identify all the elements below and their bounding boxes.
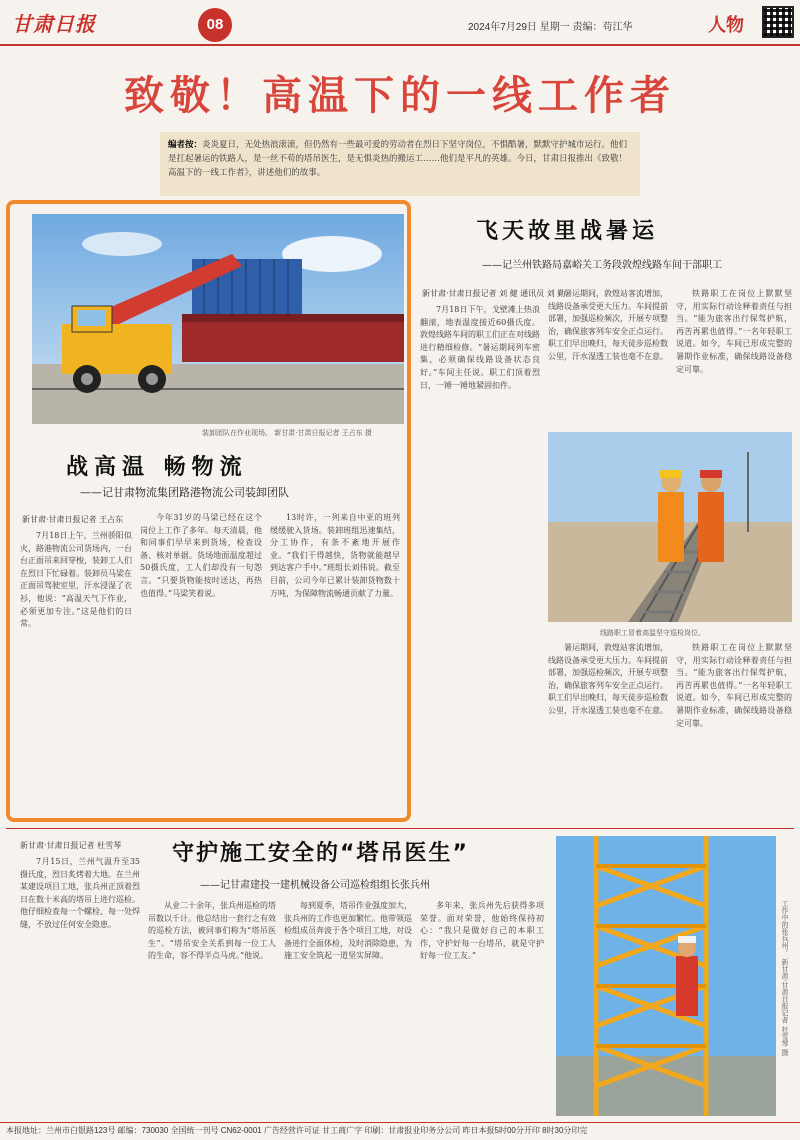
article-2-title: 飞天故里战暑运 <box>476 219 659 244</box>
article-1-column-2: 今年31岁的马梁已经在这个岗位上工作了多年。每天清晨，他和同事们早早来到货场，检查设备、核对单据。货场地面温度超过50摄氏度，工人们却没有一句怨言。“只要货物能按时送达，再热也值得。”马梁笑着说。 <box>140 513 262 598</box>
masthead <box>0 0 800 46</box>
banner-title: 致敬！高温下的一线工作者 <box>124 73 676 119</box>
article-3-photo[interactable] <box>556 836 776 1116</box>
editor-note <box>160 132 640 196</box>
article-2-photo-caption: 线路职工冒着高温坚守巡检岗位。 <box>600 629 705 637</box>
article-3-column-4: 多年来，张兵州先后获得多项荣誉。面对荣誉，他始终保持初心：“我只是做好自己的本职工作，守护好每一台塔吊，就是守护好每一位工友。” <box>420 901 544 961</box>
article-3-column-3: 每到夏季，塔吊作业强度加大，张兵州的工作也更加繁忙。他带领巡检组成员奔波于各个项目工地，对设备进行全面体检，及时消除隐患，为施工安全筑起一道坚实屏障。 <box>284 901 412 961</box>
article-2-column-1: 7月18日下午，戈壁滩上热浪翻滚，地表温度接近60摄氏度。敦煌线路车间的职工们正在对线路进行精细检修。“暑运期间列车密集，必须确保线路设备状态良好。”车间主任说。职工们顶着烈日，一锤一锤地紧固扣件。 <box>420 305 540 390</box>
qr-code-icon[interactable] <box>762 6 794 38</box>
article-3-subtitle: ——记甘肃建投一建机械设备公司巡检组组长张兵州 <box>200 880 430 891</box>
article-2-column-4: 暑运期间，敦煌站客流增加，线路设备承受更大压力。车间提前部署，加强巡检频次，开展专项整治，确保旅客列车安全正点运行。职工们早出晚归，每天徒步巡检数公里，汗水湿透工装也毫不在意。 <box>548 643 668 715</box>
article-2-column-3: 铁路职工在岗位上默默坚守，用实际行动诠释着责任与担当。“能为旅客出行保驾护航，再苦再累也值得。”一名年轻职工说道。如今，车间已形成完整的暑期作业标准，确保线路设备稳定可靠。 <box>676 289 792 374</box>
article-3-photo-caption: 工作中的张兵州。 新甘肃·甘肃日报记者 杜雪琴 摄 <box>781 900 789 1056</box>
editor-note-label: 编者按： <box>168 140 203 150</box>
article-3-column-2: 从业二十余年，张兵州巡检的塔吊数以千计。他总结出一套行之有效的巡检方法，被同事们称为“塔吊医生”。“塔吊安全关系到每一位工人的生命，容不得半点马虎。”他说。 <box>148 901 276 961</box>
article-1-title: 战高温 畅物流 <box>66 455 248 480</box>
section-divider <box>6 828 794 829</box>
article-3-column-1: 7月15日，兰州气温升至35摄氏度，烈日炙烤着大地。在兰州某建设项目工地，张兵州正顶着烈日在数十米高的塔吊上进行巡检。他仔细检查每一个螺栓、每一处焊缝，不放过任何安全隐患。 <box>20 857 140 929</box>
article-1-column-3: 13时许，一列来自中亚的班列缓缓驶入货场。装卸班组迅速集结，分工协作，有条不紊地开展作业。“我们干得越快，货物就能越早到达客户手中。”班组长刘伟说。截至目前，公司今年已累计装卸货物数十万吨，为保障物流畅通贡献了力量。 <box>270 513 400 598</box>
article-1-column-1: 7月18日上午，兰州骄阳似火，路港物流公司货场内，一台台正面吊来回穿梭，装卸工人们在烈日下忙碌着。装卸员马梁在正面吊驾驶室里，汗水浸湿了衣衫，他说：“高温天气下作业，必须更加专注。”这是他们的日常。 <box>20 531 132 629</box>
date-line: 2024年7月29日 星期一 责编：苟江华 <box>468 22 633 33</box>
article-2-column-5: 铁路职工在岗位上默默坚守，用实际行动诠释着责任与担当。“能为旅客出行保驾护航，再苦再累也值得。”一名年轻职工说道。如今，车间已形成完整的暑期作业标准，确保线路设备稳定可靠。 <box>676 643 792 728</box>
article-2-photo[interactable] <box>548 432 792 622</box>
article-1-byline: 新甘肃·甘肃日报记者 王占东 <box>22 515 124 524</box>
article-1-subtitle: ——记甘肃物流集团路港物流公司装卸团队 <box>80 486 289 499</box>
footer: 本报地址：兰州市白银路123号 邮编：730030 全国统一刊号 CN62-0001 广告经营许可证 甘工商广字 印刷：甘肃报业印务分公司 昨日本报5时00分开印 8时30分印完 <box>0 1122 800 1140</box>
banner <box>0 46 800 128</box>
editor-note-text: 炎炎夏日，无处热浪滚滚，但仍然有一些最可爱的劳动者在烈日下坚守岗位，不惧酷暑，默默守护城市运行。他们是扛起暑运的铁路人，是一丝不苟的塔吊医生，是无惧炎热的搬运工……他们是平凡的英雄。今日，甘肃日报推出《致敬！高温下的一线工作者》，讲述他们的故事。 <box>168 140 628 178</box>
article-2-subtitle: ——记兰州铁路局嘉峪关工务段敦煌线路车间干部职工 <box>482 260 722 271</box>
newspaper-logo: 甘肃日报 <box>12 12 96 36</box>
article-2-column-2: 暑运期间，敦煌站客流增加，线路设备承受更大压力。车间提前部署，加强巡检频次，开展专项整治，确保旅客列车安全正点运行。职工们早出晚归，每天徒步巡检数公里，汗水湿透工装也毫不在意。 <box>548 289 668 361</box>
section-tag: 人物 <box>708 15 744 36</box>
article-3-byline: 新甘肃·甘肃日报记者 杜雪琴 <box>20 841 122 850</box>
article-3-title: 守护施工安全的“塔吊医生” <box>172 841 469 866</box>
article-1-photo-caption: 装卸团队在作业现场。 新甘肃·甘肃日报记者 王占东 摄 <box>202 429 372 437</box>
article-1-photo[interactable] <box>32 214 404 424</box>
article-2-byline: 新甘肃·甘肃日报记者 刘 健 通讯员 刘 勤 <box>422 289 566 298</box>
page-number: 08 <box>198 8 232 42</box>
